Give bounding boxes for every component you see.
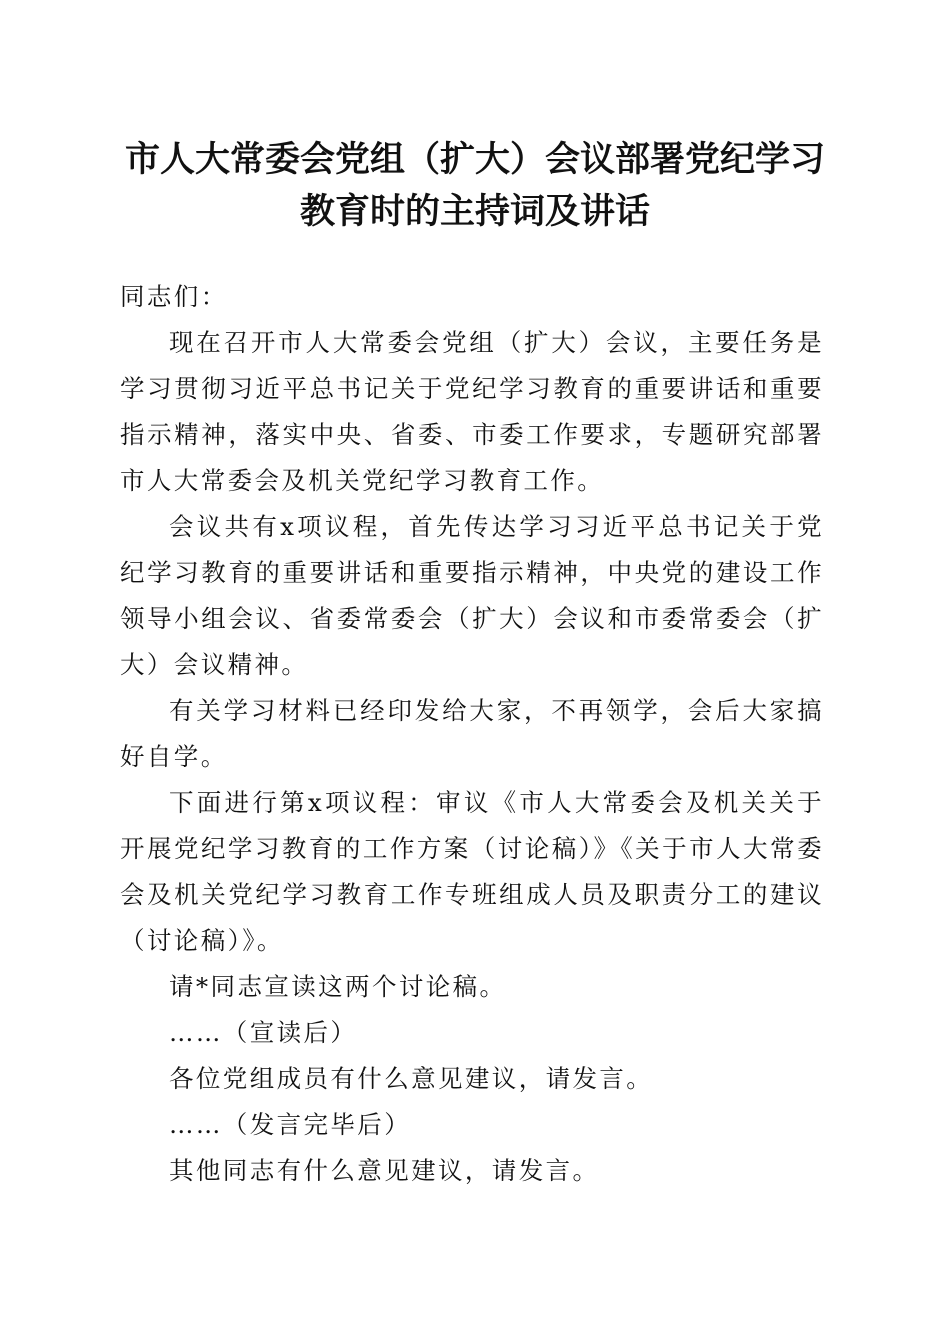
- title-line-2: 教育时的主持词及讲话: [299, 191, 650, 232]
- greeting: 同志们：: [120, 282, 228, 311]
- paragraph-review: 下面进行第x项议程：审议《市人大常委会及机关关于开展党纪学习教育的工作方案（讨论稿）》《关于市人大常委会及机关党纪学习教育工作专班组成人员及职责分工的建议（讨论稿）》。: [120, 788, 824, 955]
- paragraph-agenda: 会议共有x项议程，首先传达学习习近平总书记关于党纪学习教育的重要讲话和重要指示精神，中央党的建设工作领导小组会议、省委常委会（扩大）会议和市委常委会（扩大）会议精神。: [120, 512, 824, 679]
- document-body: [120, 274, 824, 1194]
- paragraph-other-comments: 其他同志有什么意见建议，请发言。: [169, 1156, 600, 1185]
- paragraph-after-reading: ……（宣读后）: [169, 1018, 358, 1047]
- paragraph-member-comments: 各位党组成员有什么意见建议，请发言。: [169, 1064, 654, 1093]
- paragraph-after-comments: ……（发言完毕后）: [169, 1110, 412, 1139]
- title-line-1: 市人大常委会党组（扩大）会议部署党纪学习: [124, 139, 825, 180]
- paragraph-read-request: 请*同志宣读这两个讨论稿。: [169, 972, 507, 1001]
- paragraph-opening: 现在召开市人大常委会党组（扩大）会议，主要任务是学习贯彻习近平总书记关于党纪学习教育的重要讲话和重要指示精神，落实中央、省委、市委工作要求，专题研究部署市人大常委会及机关党纪学习教育工作。: [120, 328, 824, 495]
- paragraph-materials: 有关学习材料已经印发给大家，不再领学，会后大家搞好自学。: [120, 696, 824, 771]
- document-title: [100, 134, 850, 238]
